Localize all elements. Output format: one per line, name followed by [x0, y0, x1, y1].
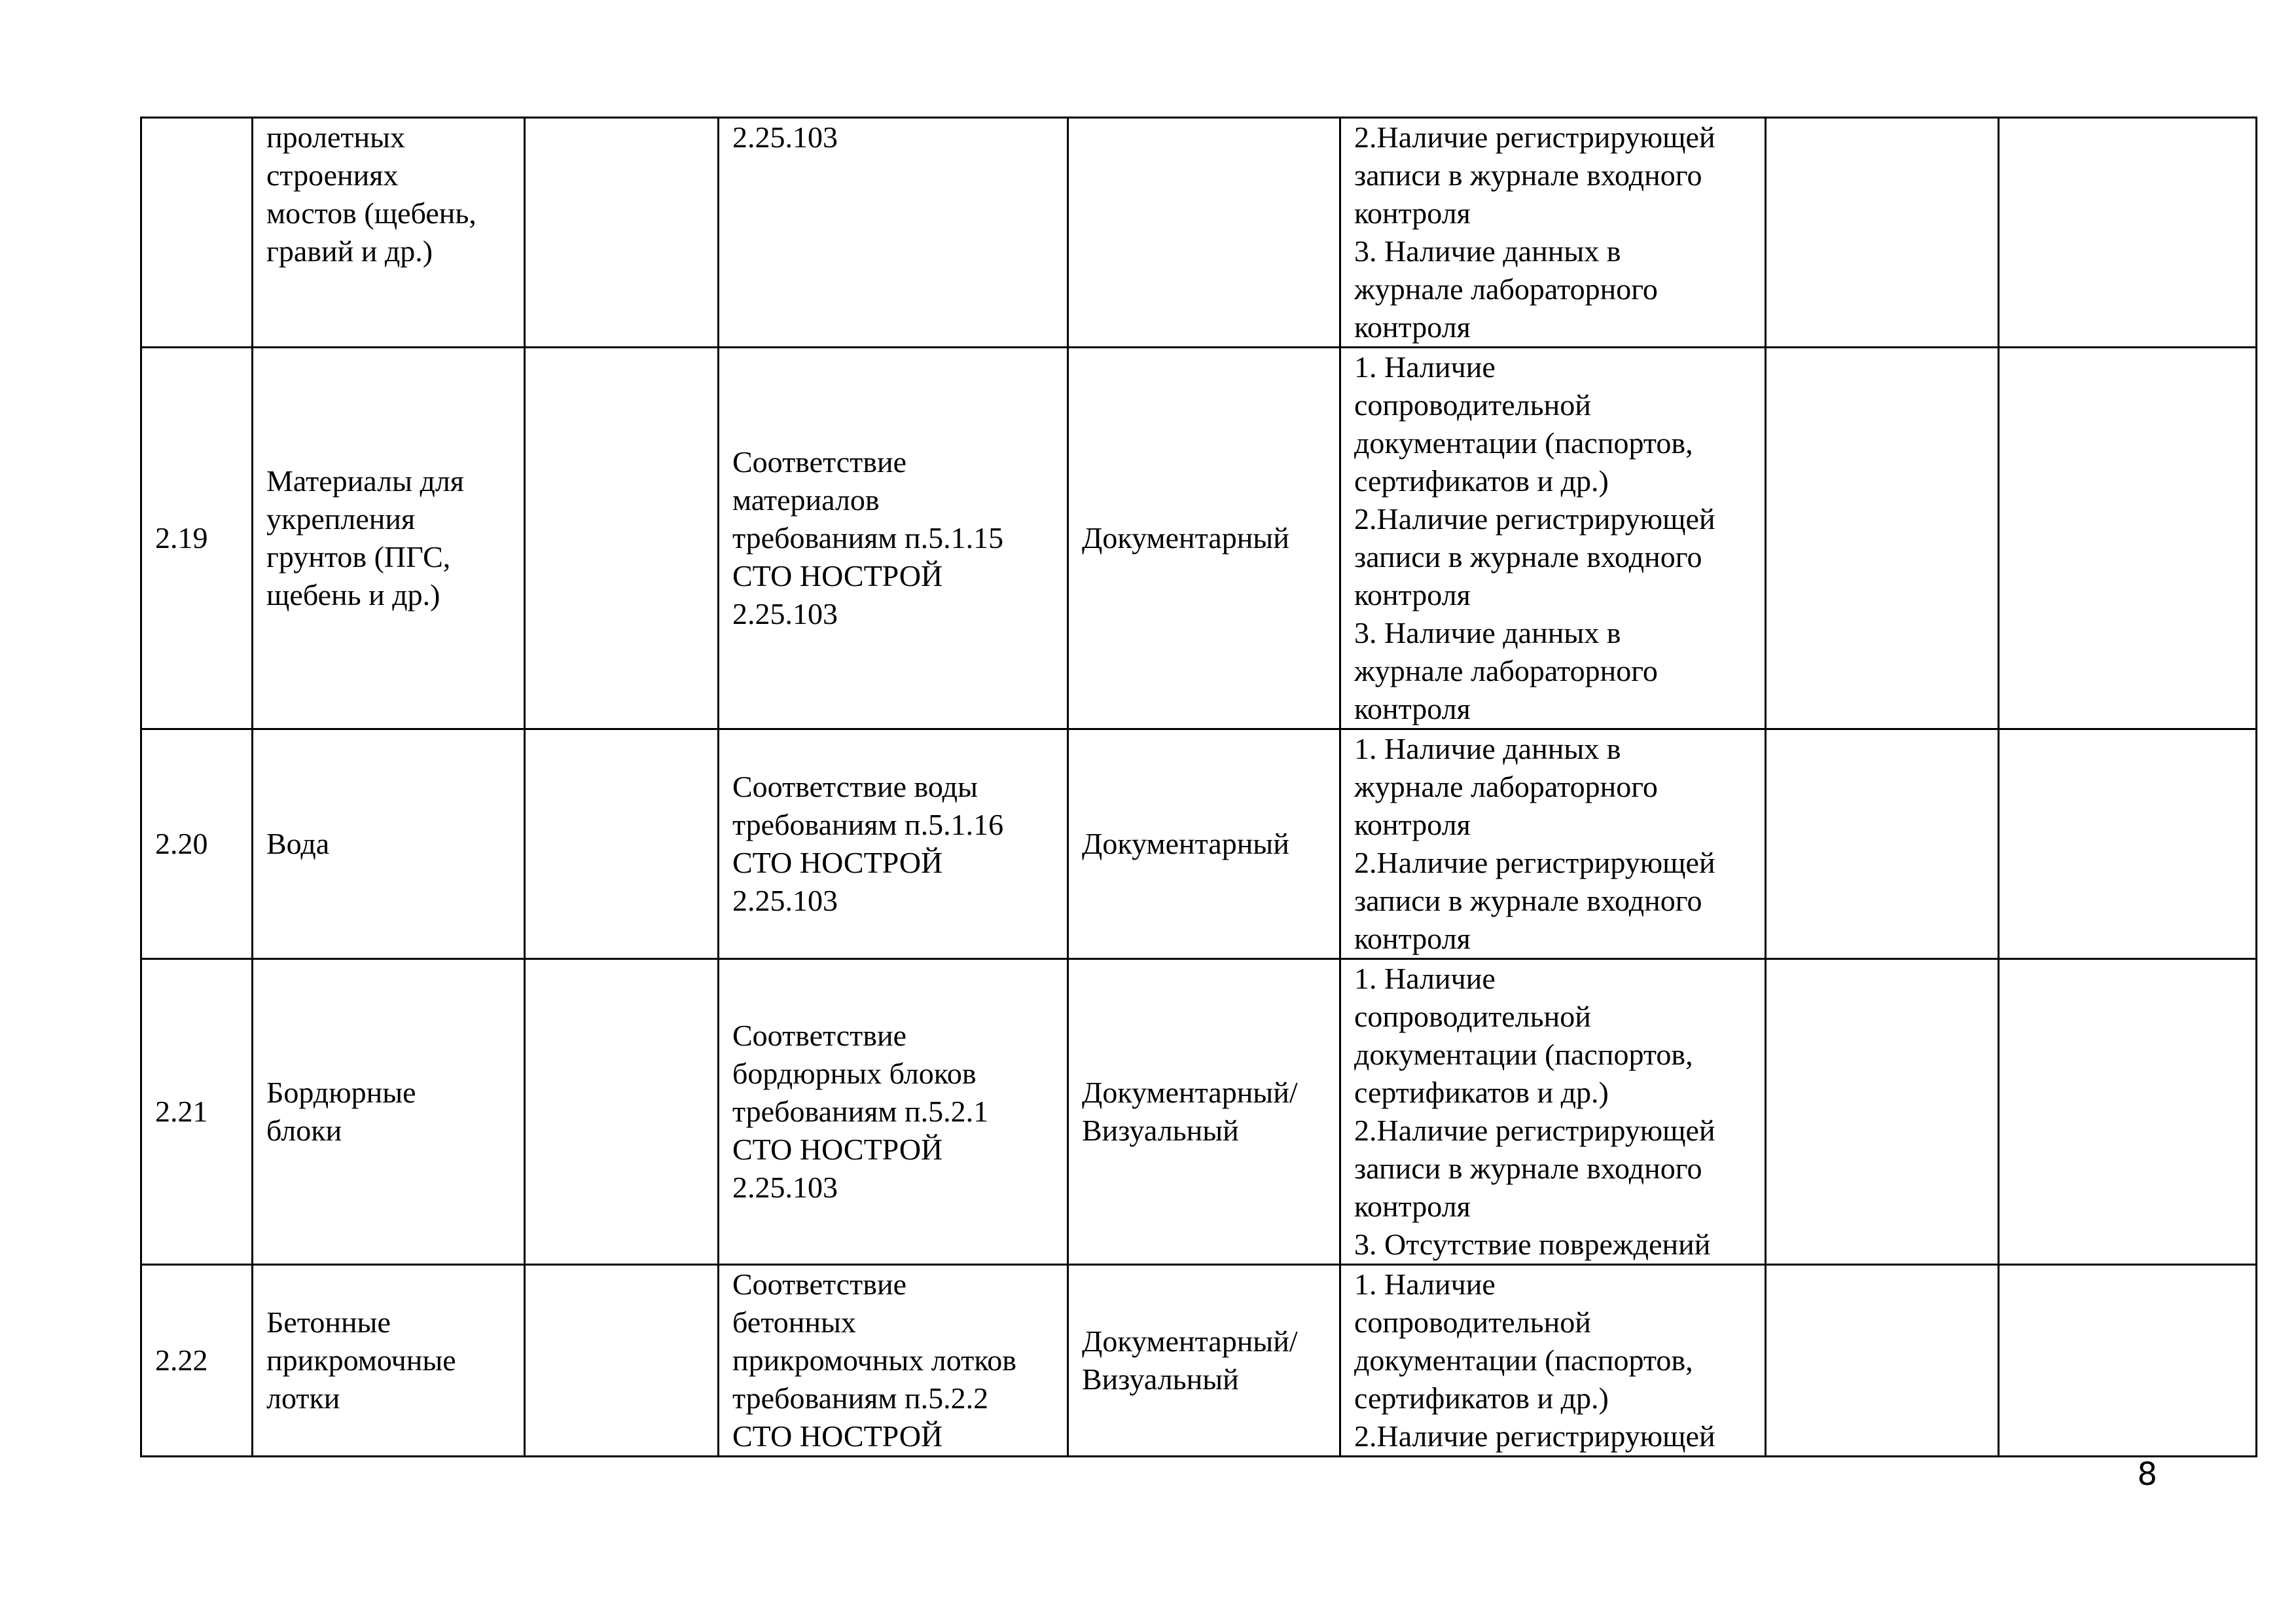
- method-cell: [1068, 118, 1340, 348]
- control-table: [140, 117, 2257, 1457]
- criteria-cell: 1. Наличие сопроводительной документации (паспортов, сертификатов и др.) 2.Наличие регистрирующей записи в журнале входного контроля 3. Отсутствие повреждений: [1340, 959, 1766, 1265]
- table-row: [141, 348, 2257, 729]
- empty-cell: [1999, 348, 2257, 729]
- empty-cell: [1766, 118, 1999, 348]
- criteria-cell: 1. Наличие сопроводительной документации (паспортов, сертификатов и др.) 2.Наличие регистрирующей: [1340, 1265, 1766, 1457]
- empty-cell: [1999, 959, 2257, 1265]
- row-number-cell: 2.22: [141, 1265, 253, 1457]
- requirement-cell: Соответствие материалов требованиям п.5.1.15 СТО НОСТРОЙ 2.25.103: [719, 348, 1068, 729]
- empty-cell: [1766, 729, 1999, 959]
- table-row: [141, 1265, 2257, 1457]
- table-row: [141, 959, 2257, 1265]
- empty-cell: [1766, 348, 1999, 729]
- empty-cell: [525, 729, 719, 959]
- empty-cell: [525, 1265, 719, 1457]
- item-cell: пролетных строениях мостов (щебень, гравий и др.): [253, 118, 525, 348]
- empty-cell: [1999, 729, 2257, 959]
- criteria-cell: 1. Наличие сопроводительной документации (паспортов, сертификатов и др.) 2.Наличие регистрирующей записи в журнале входного контроля 3. Наличие данных в журнале лабораторного контроля: [1340, 348, 1766, 729]
- row-number-cell: 2.20: [141, 729, 253, 959]
- empty-cell: [525, 118, 719, 348]
- empty-cell: [525, 959, 719, 1265]
- requirement-cell: Соответствие бетонных прикромочных лотков требованиям п.5.2.2 СТО НОСТРОЙ: [719, 1265, 1068, 1457]
- item-cell: Материалы для укрепления грунтов (ПГС, щебень и др.): [253, 348, 525, 729]
- table-row: [141, 118, 2257, 348]
- criteria-cell: 1. Наличие данных в журнале лабораторного контроля 2.Наличие регистрирующей записи в журнале входного контроля: [1340, 729, 1766, 959]
- item-cell: Вода: [253, 729, 525, 959]
- empty-cell: [1766, 1265, 1999, 1457]
- row-number-cell: [141, 118, 253, 348]
- table-row: [141, 729, 2257, 959]
- empty-cell: [1999, 118, 2257, 348]
- method-cell: Документарный/ Визуальный: [1068, 1265, 1340, 1457]
- method-cell: Документарный: [1068, 729, 1340, 959]
- item-cell: Бетонные прикромочные лотки: [253, 1265, 525, 1457]
- empty-cell: [525, 348, 719, 729]
- empty-cell: [1766, 959, 1999, 1265]
- requirement-cell: Соответствие бордюрных блоков требованиям п.5.2.1 СТО НОСТРОЙ 2.25.103: [719, 959, 1068, 1265]
- empty-cell: [1999, 1265, 2257, 1457]
- requirement-cell: Соответствие воды требованиям п.5.1.16 СТО НОСТРОЙ 2.25.103: [719, 729, 1068, 959]
- criteria-cell: 2.Наличие регистрирующей записи в журнале входного контроля 3. Наличие данных в журнале лабораторного контроля: [1340, 118, 1766, 348]
- row-number-cell: 2.19: [141, 348, 253, 729]
- method-cell: Документарный: [1068, 348, 1340, 729]
- page-number: 8: [2137, 1456, 2157, 1493]
- method-cell: Документарный/ Визуальный: [1068, 959, 1340, 1265]
- row-number-cell: 2.21: [141, 959, 253, 1265]
- item-cell: Бордюрные блоки: [253, 959, 525, 1265]
- requirement-cell: 2.25.103: [719, 118, 1068, 348]
